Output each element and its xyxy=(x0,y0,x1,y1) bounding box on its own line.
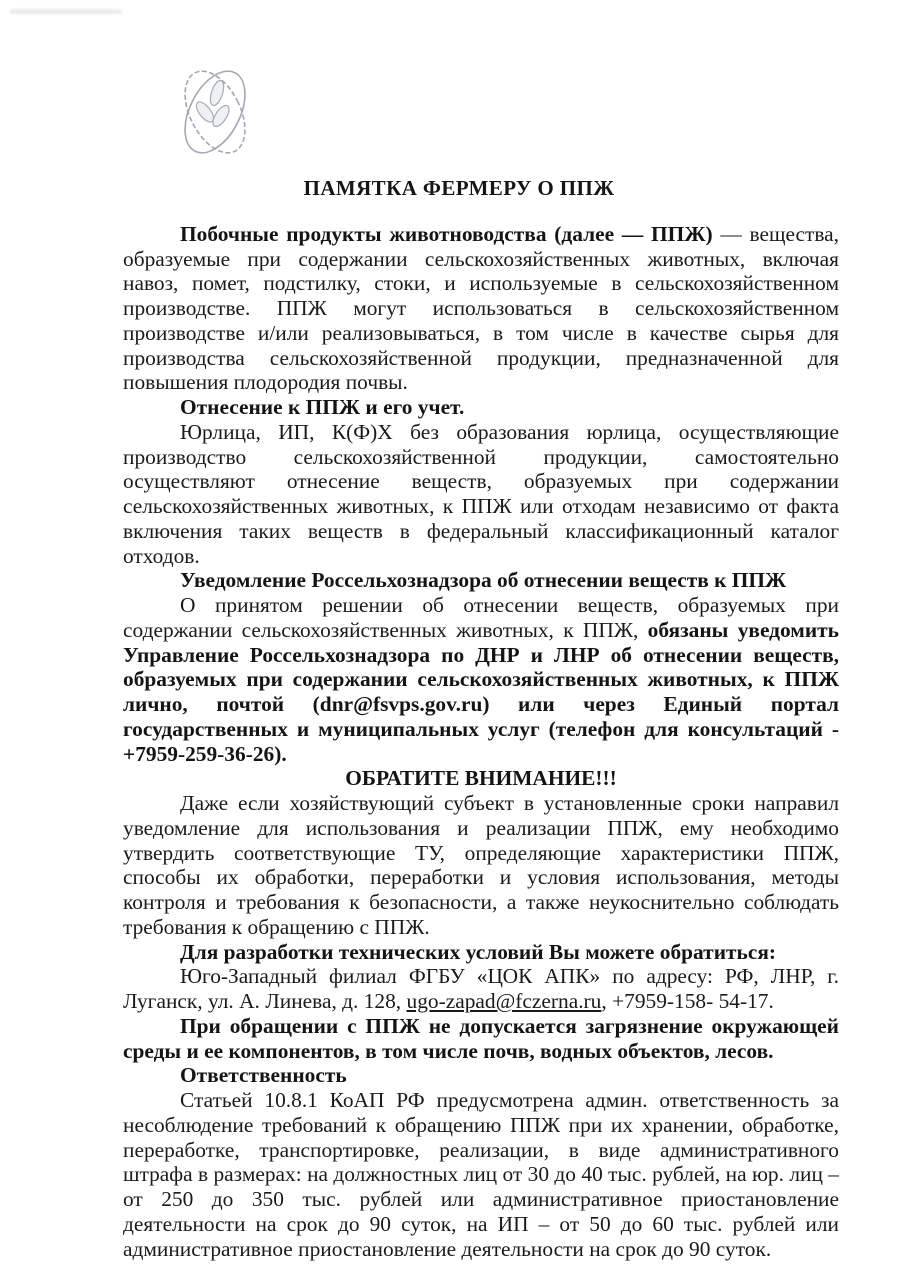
definition-text: — вещества, образуемые при содержании сельскохозяйственных животных, включая навоз, помет, подстилку, стоки, и используемые в сельскохозяйственном производстве. ППЖ могут использоваться в сельскохозяйственном производстве и/или реализовываться, в том числе в качестве сырья для производства сельскохозяйственной продукции, предназначенной для повышения плодородия почвы. xyxy=(123,221,839,395)
definition-term: Побочные продукты животноводства (далее — ППЖ) xyxy=(180,221,713,246)
heading-technical-conditions: Для разработки технических условий Вы можете обратиться: xyxy=(180,939,777,964)
contact-phone-text: , +7959-158- 54-17. xyxy=(601,989,774,1013)
email-address: ugo-zapad@fczerna.ru xyxy=(406,989,602,1013)
document-body xyxy=(123,0,839,1261)
paragraph-responsibility: Статьей 10.8.1 КоАП РФ предусмотрена админ. ответственность за несоблюдение требований к обращению ППЖ при их хранении, обработке, переработке, транспортировке, реализации, в виде административного штрафа в размерах: на должностных лиц от 30 до 40 тыс. рублей, на юр. лиц – от 250 до 350 тыс. рублей или административное приостановление деятельности на срок до 90 суток, на ИП – от 50 до 60 тыс. рублей или административное приостановление деятельности на срок до 90 суток. xyxy=(123,1088,839,1261)
notification-obligation-text: обязаны уведомить Управление Россельхознадзора по ДНР и ЛНР об отнесении веществ, образуемых при содержании сельскохозяйственных животных, к ППЖ лично, почтой (dnr@fsvps.gov.ru) или через Единый портал государственных и муниципальных услуг (телефон для консультаций - +7959-259-36-26). xyxy=(123,617,839,766)
heading-classification: Отнесение к ППЖ и его учет. xyxy=(180,395,465,419)
heading-responsibility: Ответственность xyxy=(180,1063,347,1088)
paragraph-attention: Даже если хозяйствующий субъект в установленные сроки направил уведомление для использования и реализации ППЖ, ему необходимо утвердить соответствующие ТУ, определяющие характеристики ППЖ, способы их обработки, переработки и условия использования, методы контроля и требования к безопасности, а также неукоснительно соблюдать требования к обращению с ППЖ. xyxy=(123,791,839,939)
paragraph-definition xyxy=(123,222,839,395)
contact-address-text: Юго-Западный филиал ФГБУ «ЦОК АПК» по адресу: РФ, ЛНР, г. Луганск, ул. А. Линева, д. 128, xyxy=(123,964,839,1013)
paragraph-contact xyxy=(123,964,839,1014)
document-title: ПАМЯТКА ФЕРМЕРУ О ППЖ xyxy=(303,176,615,200)
heading-notification: Уведомление Россельхознадзора об отнесении веществ к ППЖ xyxy=(180,568,787,593)
paragraph-environment-warning: При обращении с ППЖ не допускается загрязнение окружающей среды и ее компонентов, в том числе почв, водных объектов, лесов. xyxy=(123,1013,839,1063)
scan-artifact xyxy=(10,9,122,14)
paragraph-notification xyxy=(123,593,839,766)
notification-text: О принятом решении об отнесении веществ, образуемых при содержании сельскохозяйственных животных, к ППЖ, xyxy=(123,593,839,642)
heading-attention: ОБРАТИТЕ ВНИМАНИЕ!!! xyxy=(345,766,617,791)
paragraph-classification: Юрлица, ИП, К(Ф)Х без образования юрлица, осуществляющие производство сельскохозяйственной продукции, самостоятельно осуществляют отнесение веществ, образуемых при содержании сельскохозяйственных животных, к ППЖ или отходам независимо от факта включения таких веществ в федеральный классификационный каталог отходов. xyxy=(123,419,839,568)
